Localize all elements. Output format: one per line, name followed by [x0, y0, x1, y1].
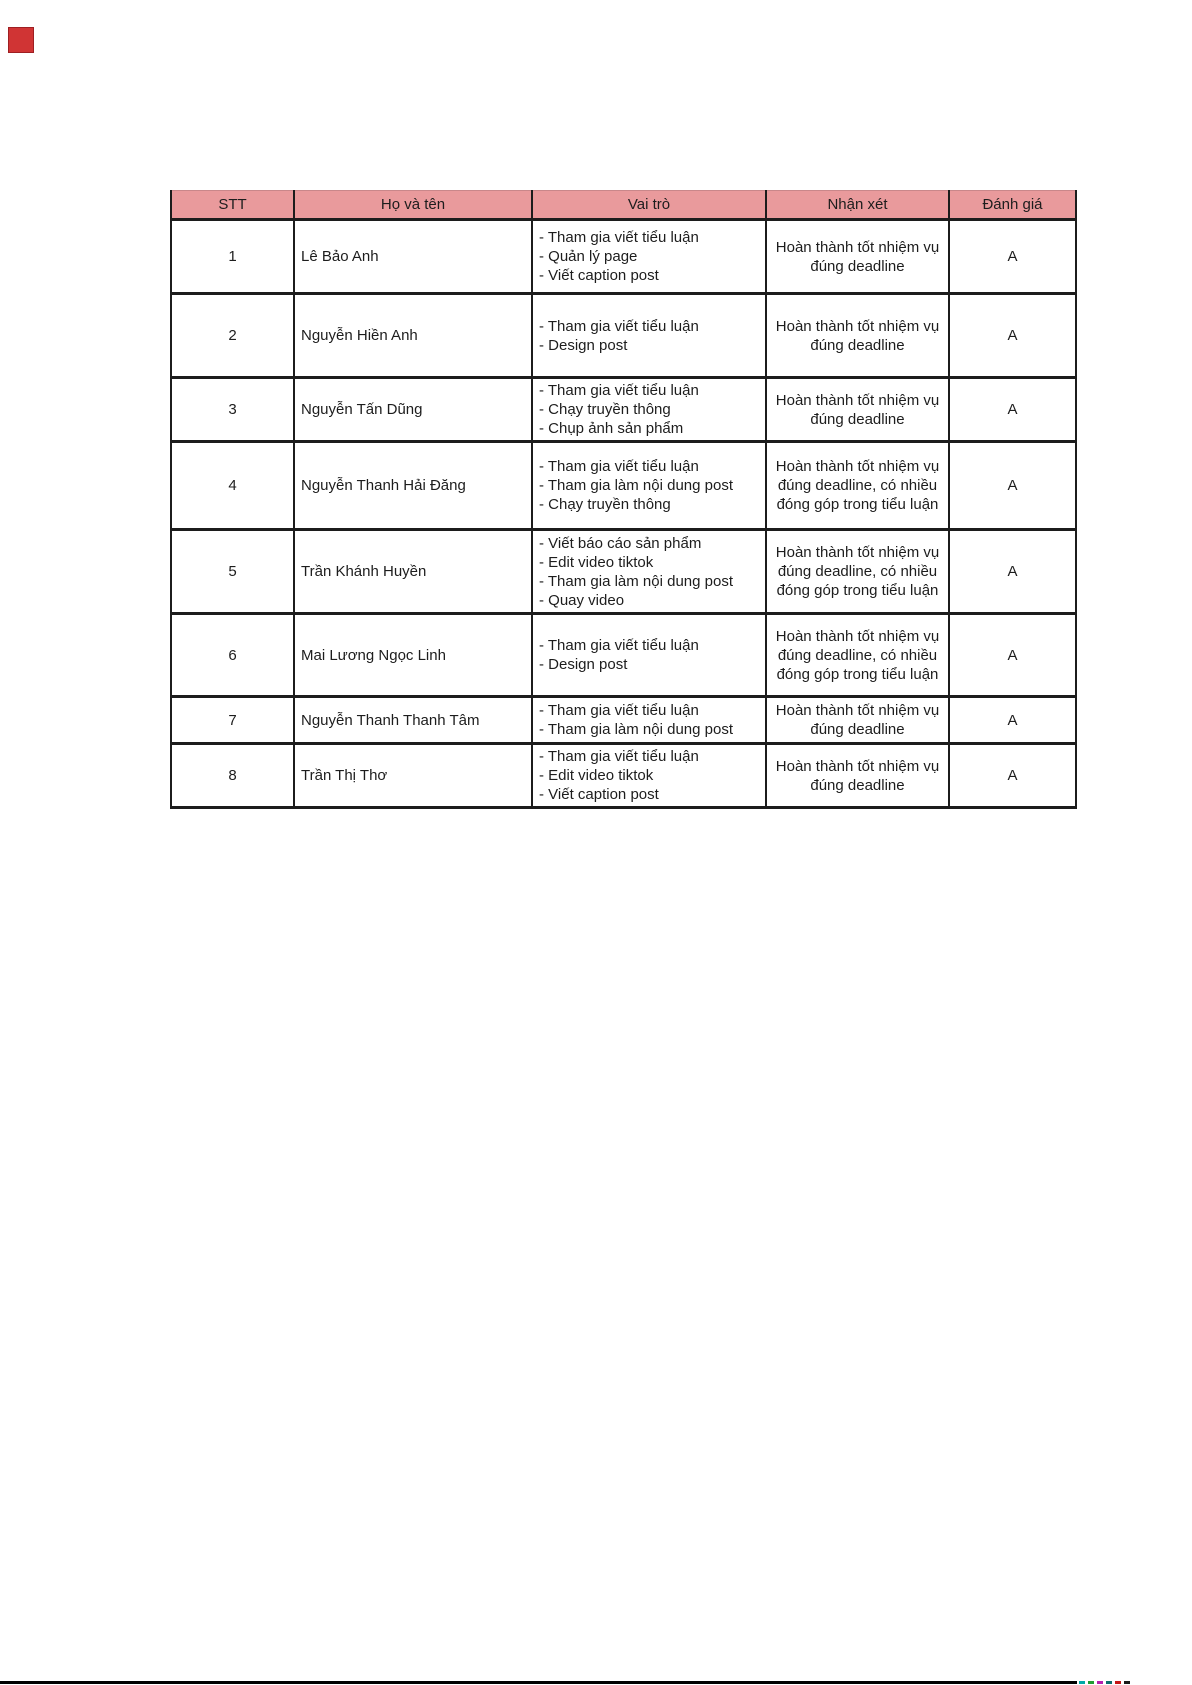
- role-line: - Viết báo cáo sản phẩm: [539, 534, 702, 552]
- grade-cell: A: [949, 294, 1076, 378]
- stt-cell: 8: [171, 744, 294, 808]
- comment-cell: Hoàn thành tốt nhiệm vụ đúng deadline: [766, 744, 949, 808]
- grade-cell: A: [949, 697, 1076, 744]
- stt-cell: 4: [171, 442, 294, 530]
- roles-cell: [532, 442, 766, 530]
- table-row: [171, 378, 1076, 442]
- role-line: - Tham gia viết tiểu luận: [539, 702, 699, 719]
- role-line: - Tham gia viết tiểu luận: [539, 382, 699, 399]
- role-line: - Tham gia làm nội dung post: [539, 721, 733, 738]
- artifact-dash: [1115, 1681, 1121, 1684]
- name-cell: Trần Thị Thơ: [294, 744, 532, 808]
- role-line: - Edit video tiktok: [539, 767, 654, 784]
- role-line: - Quay video: [539, 591, 625, 609]
- grade-cell: A: [949, 378, 1076, 442]
- stt-cell: 7: [171, 697, 294, 744]
- grade-cell: A: [949, 442, 1076, 530]
- roles-cell: [532, 530, 766, 614]
- role-line: - Viết caption post: [539, 786, 659, 803]
- table-row: [171, 697, 1076, 744]
- stt-cell: 6: [171, 614, 294, 697]
- header-comment: Nhận xét: [766, 191, 949, 220]
- stt-cell: 1: [171, 220, 294, 294]
- roles-cell: [532, 378, 766, 442]
- table-row: [171, 530, 1076, 614]
- artifact-dash: [1079, 1681, 1085, 1684]
- comment-cell: Hoàn thành tốt nhiệm vụ đúng deadline, có nhiều đóng góp trong tiểu luận: [766, 530, 949, 614]
- name-cell: Nguyễn Tấn Dũng: [294, 378, 532, 442]
- table-row: [171, 294, 1076, 378]
- table-row: [171, 744, 1076, 808]
- role-line: - Tham gia viết tiểu luận: [539, 748, 699, 765]
- page-bottom-line: [0, 1681, 1077, 1684]
- name-cell: Nguyễn Thanh Thanh Tâm: [294, 697, 532, 744]
- comment-cell: Hoàn thành tốt nhiệm vụ đúng deadline, có nhiều đóng góp trong tiểu luận: [766, 442, 949, 530]
- name-cell: Trần Khánh Huyền: [294, 530, 532, 614]
- stt-cell: 3: [171, 378, 294, 442]
- roles-cell: [532, 744, 766, 808]
- role-line: - Chạy truyền thông: [539, 496, 671, 513]
- grade-cell: A: [949, 530, 1076, 614]
- comment-cell: Hoàn thành tốt nhiệm vụ đúng deadline: [766, 697, 949, 744]
- table-row: [171, 220, 1076, 294]
- role-line: - Tham gia viết tiểu luận: [539, 229, 699, 246]
- table-row: [171, 442, 1076, 530]
- name-cell: Mai Lương Ngọc Linh: [294, 614, 532, 697]
- grade-cell: A: [949, 744, 1076, 808]
- roles-cell: [532, 697, 766, 744]
- role-line: - Tham gia viết tiểu luận: [539, 458, 699, 475]
- header-stt: STT: [171, 191, 294, 220]
- name-cell: Lê Bảo Anh: [294, 220, 532, 294]
- roles-cell: [532, 220, 766, 294]
- header-name: Họ và tên: [294, 191, 532, 220]
- evaluation-table: [170, 190, 1077, 809]
- artifact-dash: [1088, 1681, 1094, 1684]
- role-line: - Chạy truyền thông: [539, 401, 671, 418]
- role-line: - Tham gia làm nội dung post: [539, 572, 733, 590]
- grade-cell: A: [949, 220, 1076, 294]
- roles-cell: [532, 614, 766, 697]
- table-row: [171, 614, 1076, 697]
- artifact-dash: [1124, 1681, 1130, 1684]
- role-line: - Design post: [539, 656, 628, 673]
- artifact-dash: [1097, 1681, 1103, 1684]
- roles-cell: [532, 294, 766, 378]
- comment-cell: Hoàn thành tốt nhiệm vụ đúng deadline: [766, 220, 949, 294]
- stt-cell: 5: [171, 530, 294, 614]
- role-line: - Tham gia làm nội dung post: [539, 477, 733, 494]
- table-header-row: [171, 191, 1076, 220]
- grade-cell: A: [949, 614, 1076, 697]
- role-line: - Quản lý page: [539, 248, 638, 265]
- bottom-right-print-artifacts: [1079, 1681, 1130, 1684]
- role-line: - Edit video tiktok: [539, 553, 654, 571]
- comment-cell: Hoàn thành tốt nhiệm vụ đúng deadline: [766, 294, 949, 378]
- header-grade: Đánh giá: [949, 191, 1076, 220]
- red-square-marker: [8, 27, 34, 53]
- header-role: Vai trò: [532, 191, 766, 220]
- role-line: - Chụp ảnh sản phẩm: [539, 420, 684, 437]
- comment-cell: Hoàn thành tốt nhiệm vụ đúng deadline: [766, 378, 949, 442]
- name-cell: Nguyễn Thanh Hải Đăng: [294, 442, 532, 530]
- role-line: - Design post: [539, 336, 628, 354]
- role-line: - Tham gia viết tiểu luận: [539, 317, 699, 335]
- name-cell: Nguyễn Hiền Anh: [294, 294, 532, 378]
- artifact-dash: [1106, 1681, 1112, 1684]
- role-line: - Tham gia viết tiểu luận: [539, 637, 699, 654]
- role-line: - Viết caption post: [539, 267, 659, 284]
- stt-cell: 2: [171, 294, 294, 378]
- comment-cell: Hoàn thành tốt nhiệm vụ đúng deadline, có nhiều đóng góp trong tiểu luận: [766, 614, 949, 697]
